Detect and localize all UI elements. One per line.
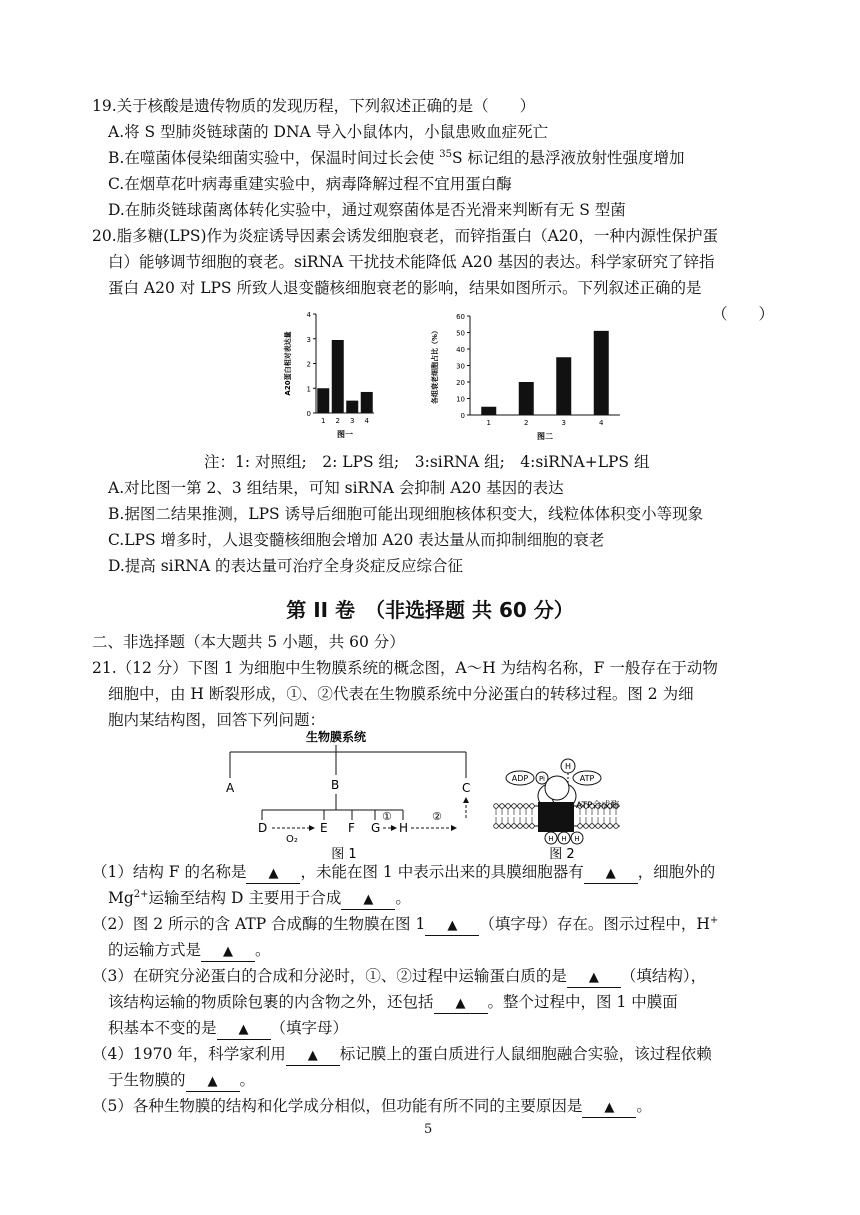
y-tick-label: 0 — [460, 412, 465, 420]
fig2-enzyme-label: ATP合成酶 — [576, 801, 620, 811]
answer-blank[interactable]: ▲ — [201, 941, 255, 962]
answer-blank[interactable]: ▲ — [425, 915, 479, 936]
q21-part3-line3: 积基本不变的是 ▲ （填字母） — [108, 1017, 348, 1040]
fig1-c: C — [462, 781, 471, 795]
fig1-f: F — [348, 821, 355, 835]
x-tick-label: 3 — [350, 417, 355, 425]
q19-option-d: D.在肺炎链球菌离体转化实验中，通过观察菌体是否光滑来判断有无 S 型菌 — [108, 201, 626, 219]
q21-part2-line2: 的运输方式是 ▲ 。 — [108, 939, 271, 962]
y-tick-label: 0 — [306, 410, 311, 418]
fig1-caption: 图 1 — [331, 847, 357, 862]
bar-3 — [346, 401, 358, 413]
q21-part5-line1: （5）各种生物膜的结构和化学成分相似，但功能有所不同的主要原因是 ▲ 。 — [92, 1095, 652, 1118]
y-tick-label: 60 — [456, 313, 465, 321]
chart-figure-2 — [425, 306, 625, 446]
q21-part3-line1: （3）在研究分泌蛋白的合成和分泌时，①、②过程中运输蛋白质的是 ▲ （填结构）， — [92, 965, 706, 988]
answer-blank[interactable]: ▲ — [434, 993, 488, 1014]
fig1-b: B — [331, 778, 340, 792]
answer-blank[interactable]: ▲ — [217, 1019, 271, 1040]
q21-part4-line2: 于生物膜的 ▲ 。 — [108, 1069, 255, 1092]
y-tick-label: 2 — [306, 360, 311, 369]
q20-stem-line2: 白）能够调节细胞的衰老。siRNA 干扰技术能降低 A20 基因的表达。科学家研究了锌指 — [108, 253, 715, 271]
bar-1 — [481, 407, 496, 415]
y-tick-label: 40 — [456, 346, 465, 354]
q20-option-c: C.LPS 增多时，人退变髓核细胞会增加 A20 表达量从而抑制细胞的衰老 — [108, 531, 605, 549]
q20-stem-line1: 20.脂多糖(LPS)作为炎症诱导因素会诱发细胞衰老，而锌指蛋白（A20，一种内源性保护蛋 — [92, 227, 719, 245]
y-tick-label: 1 — [306, 385, 311, 394]
q21-part2-line1: （2）图 2 所示的含 ATP 合成酶的生物膜在图 1 ▲ （填字母）存在。图示过程中，H+ — [92, 913, 718, 936]
y-tick-label: 3 — [306, 335, 311, 344]
q21-part1-line1: （1）结构 F 的名称是 ▲ ，未能在图 1 中表示出来的具膜细胞器有 ▲ ，细胞外的 — [92, 861, 715, 884]
x-tick-label: 4 — [364, 417, 369, 425]
fig2-caption: 图 2 — [549, 847, 575, 862]
answer-blank[interactable]: ▲ — [584, 863, 638, 884]
fig1-a: A — [226, 781, 235, 795]
y-axis-label: 各组衰老细胞占比（%） — [431, 326, 439, 405]
fig1-h: H — [399, 821, 409, 835]
answer-blank[interactable]: ▲ — [341, 889, 395, 910]
fig2-atp: ATP — [579, 774, 595, 783]
q21-stem-line1: 21.（12 分）下图 1 为细胞中生物膜系统的概念图，A～H 为结构名称，F 一般存在于动物 — [92, 659, 718, 677]
y-tick-label: 50 — [456, 329, 465, 338]
q20-option-d: D.提高 siRNA 的表达量可治疗全身炎症反应综合征 — [108, 557, 463, 575]
fig1-root: 生物膜系统 — [305, 730, 367, 744]
y-tick-label: 20 — [456, 379, 465, 387]
fig2-pi: Pi — [538, 775, 546, 783]
q20-answer-paren: （ ） — [712, 305, 775, 323]
q21-part1-line2: $Mg^{2+}$运输至结构 D 主要用于合成 ▲ 。 — [108, 887, 411, 910]
chart-title: 图二 — [537, 432, 553, 441]
fig1-g: G — [371, 821, 381, 835]
answer-blank[interactable]: ▲ — [186, 1071, 240, 1092]
q19-option-c: C.在烟草花叶病毒重建实验中，病毒降解过程不宜用蛋白酶 — [108, 175, 512, 193]
q19-stem: 19.关于核酸是遗传物质的发现历程，下列叙述正确的是（ ） — [92, 97, 536, 115]
page-number: 5 — [424, 1122, 433, 1137]
bar-4 — [361, 392, 373, 413]
fig1-o2: O₂ — [286, 834, 298, 845]
q21-part4-line1: （4）1970 年，科学家利用 ▲ 标记膜上的蛋白质进行人鼠细胞融合实验，该过程依赖 — [92, 1043, 712, 1066]
bar-2 — [519, 382, 534, 415]
figure-1-concept-map — [218, 728, 488, 863]
fig2-h-1: H — [548, 835, 554, 843]
chart-title: 图一 — [337, 430, 353, 439]
y-tick-label: 30 — [456, 362, 465, 371]
y-axis-label: A20蛋白相对表达量 — [284, 331, 292, 396]
q20-option-a: A.对比图一第 2、3 组结果，可知 siRNA 会抑制 A20 基因的表达 — [108, 479, 564, 497]
q20-stem-line3: 蛋白 A20 对 LPS 所致人退变髓核细胞衰老的影响，结果如图所示。下列叙述正确的是 — [108, 279, 702, 297]
y-tick-label: 4 — [306, 311, 311, 319]
x-tick-label: 2 — [524, 419, 529, 427]
x-tick-label: 1 — [321, 417, 326, 425]
fig2-adp: ADP — [511, 774, 529, 783]
q20-note: 注：1: 对照组; 2: LPS 组; 3:siRNA 组; 4:siRNA+LPS 组 — [204, 453, 650, 471]
section-part-heading: 二、非选择题（本大题共 5 小题，共 60 分） — [92, 633, 405, 651]
x-tick-label: 4 — [599, 419, 604, 427]
fig2-h-3: H — [574, 835, 580, 843]
chart-figure-1 — [278, 306, 418, 446]
q19-option-a: A.将 S 型肺炎链球菌的 DNA 导入小鼠体内，小鼠患败血症死亡 — [108, 123, 549, 141]
x-tick-label: 2 — [335, 417, 340, 425]
bar-3 — [556, 357, 571, 415]
x-tick-label: 3 — [561, 419, 566, 427]
fig2-h-2: H — [561, 835, 567, 843]
q21-stem-line2: 细胞中，由 H 断裂形成，①、②代表在生物膜系统中分泌蛋白的转移过程。图 2 为细 — [108, 685, 694, 703]
q19-option-b: B.在噬菌体侵染细菌实验中，保温时间过长会使 $^{35}$S 标记组的悬浮液放射性强度增加 — [108, 148, 685, 167]
section-title: 第 II 卷 （非选择题 共 60 分） — [286, 598, 574, 622]
fig1-e: E — [320, 821, 328, 835]
bar-1 — [317, 388, 329, 413]
q21-stem-line3: 胞内某结构图，回答下列问题： — [108, 711, 326, 729]
q21-part3-line2: 该结构运输的物质除包裹的内含物之外，还包括 ▲ 。整个过程中，图 1 中膜面 — [108, 991, 678, 1014]
bar-2 — [332, 340, 344, 413]
fig1-d: D — [258, 821, 268, 835]
figure-2-atp-synthase — [492, 728, 622, 863]
x-tick-label: 1 — [486, 419, 491, 427]
answer-blank[interactable]: ▲ — [567, 967, 621, 988]
y-tick-label: 10 — [456, 395, 465, 404]
answer-blank[interactable]: ▲ — [582, 1097, 636, 1118]
fig1-circle-2: ② — [432, 810, 442, 823]
answer-blank[interactable]: ▲ — [246, 863, 300, 884]
bar-4 — [594, 331, 609, 415]
q20-option-b: B.据图二结果推测，LPS 诱导后细胞可能出现细胞核体积变大，线粒体体积变小等现象 — [108, 505, 704, 523]
answer-blank[interactable]: ▲ — [286, 1045, 340, 1066]
fig2-h-top: H — [564, 762, 572, 771]
fig1-circle-1: ① — [382, 810, 392, 823]
